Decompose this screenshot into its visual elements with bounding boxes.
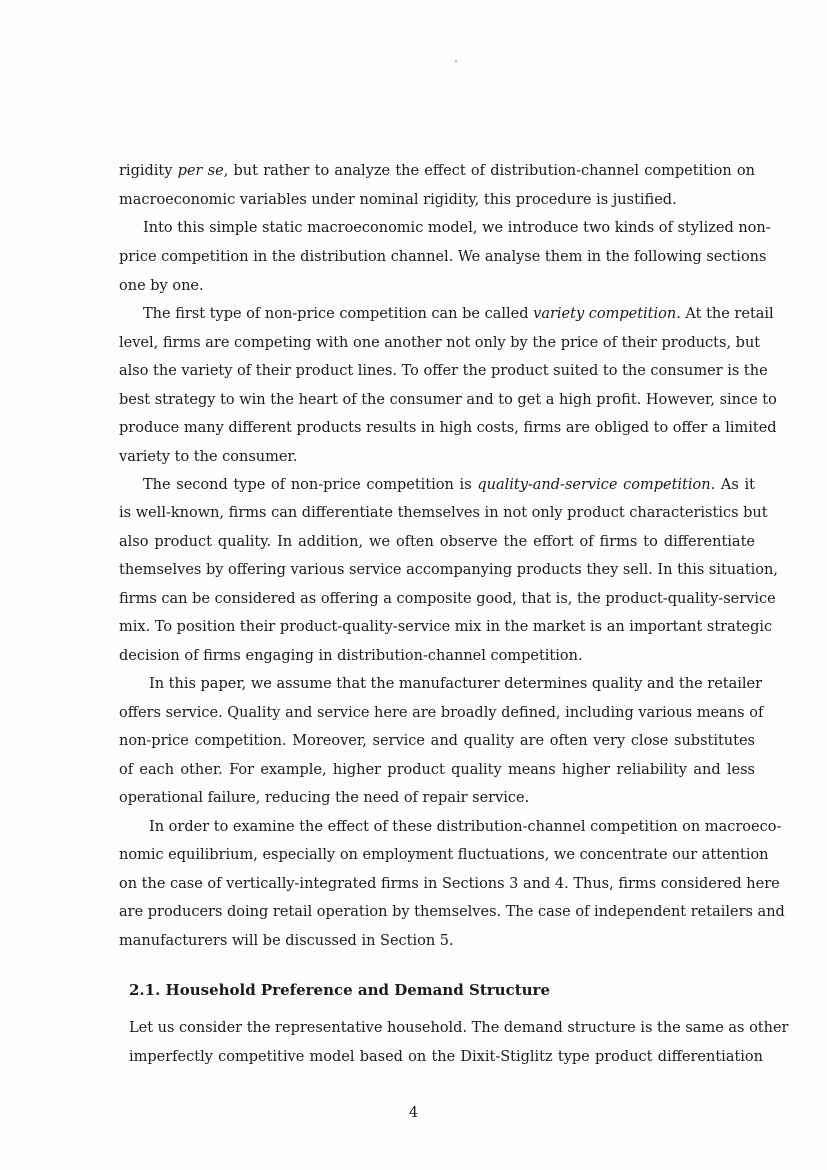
section-heading: 2.1. Household Preference and Demand Structure — [129, 981, 550, 999]
text-line: price competition in the distribution channel. We analyse them in the following sections — [119, 249, 767, 265]
text-line: of each other. For example, higher product quality means higher reliability and less — [119, 762, 755, 778]
text-line: also the variety of their product lines. To offer the product suited to the consumer is the — [119, 363, 768, 379]
text-line: are producers doing retail operation by themselves. The case of independent retailers and — [119, 904, 785, 920]
text-line: operational failure, reducing the need of repair service. — [119, 790, 530, 806]
italic-phrase: variety competition. — [533, 306, 681, 322]
text-line: decision of firms engaging in distribution-channel competition. — [119, 648, 583, 664]
text-line: Into this simple static macroeconomic model, we introduce two kinds of stylized non- — [143, 220, 771, 236]
text-line: Let us consider the representative household. The demand structure is the same as other — [129, 1020, 789, 1036]
text-line: imperfectly competitive model based on the Dixit-Stiglitz type product differentiation — [129, 1049, 763, 1065]
text-line: The first type of non-price competition can be called variety competition. At the retail — [143, 306, 774, 322]
text-line: In this paper, we assume that the manufacturer determines quality and the retailer — [149, 676, 763, 692]
text-line: rigidity per se, but rather to analyze the effect of distribution-channel competition on — [119, 163, 755, 179]
text-line: non-price competition. Moreover, service and quality are often very close substitutes — [119, 733, 755, 749]
text-line: level, firms are competing with one another not only by the price of their products, but — [119, 335, 761, 351]
text-line: offers service. Quality and service here are broadly defined, including various means of — [119, 705, 764, 721]
page-number: 4 — [408, 1105, 419, 1121]
text-line: best strategy to win the heart of the consumer and to get a high profit. However, since to — [119, 392, 777, 408]
text-line: is well-known, firms can differentiate themselves in not only product characteristics but — [119, 505, 768, 521]
italic-phrase: per se — [177, 163, 224, 179]
text-line: manufacturers will be discussed in Section 5. — [119, 933, 454, 949]
italic-phrase: quality-and-service competition. — [477, 477, 716, 493]
text-line: on the case of vertically-integrated firms in Sections 3 and 4. Thus, firms considered here — [119, 876, 780, 892]
text-line: In order to examine the effect of these distribution-channel competition on macroeco- — [149, 819, 782, 835]
text-line: also product quality. In addition, we often observe the effort of firms to differentiate — [119, 534, 755, 550]
text-line: themselves by offering various service accompanying products they sell. In this situation, — [119, 562, 778, 578]
text-line: mix. To position their product-quality-service mix in the market is an important strategic — [119, 619, 773, 635]
scan-speck — [455, 60, 457, 62]
text-line: nomic equilibrium, especially on employment fluctuations, we concentrate our attention — [119, 847, 769, 863]
text-line: one by one. — [119, 278, 204, 294]
text-line: variety to the consumer. — [119, 449, 298, 465]
text-line: produce many different products results in high costs, firms are obliged to offer a limited — [119, 420, 777, 436]
text-line: The second type of non-price competition is quality-and-service competition. As it — [143, 477, 755, 493]
text-line: firms can be considered as offering a composite good, that is, the product-quality-service — [119, 591, 776, 607]
text-line: macroeconomic variables under nominal rigidity, this procedure is justified. — [119, 192, 677, 208]
